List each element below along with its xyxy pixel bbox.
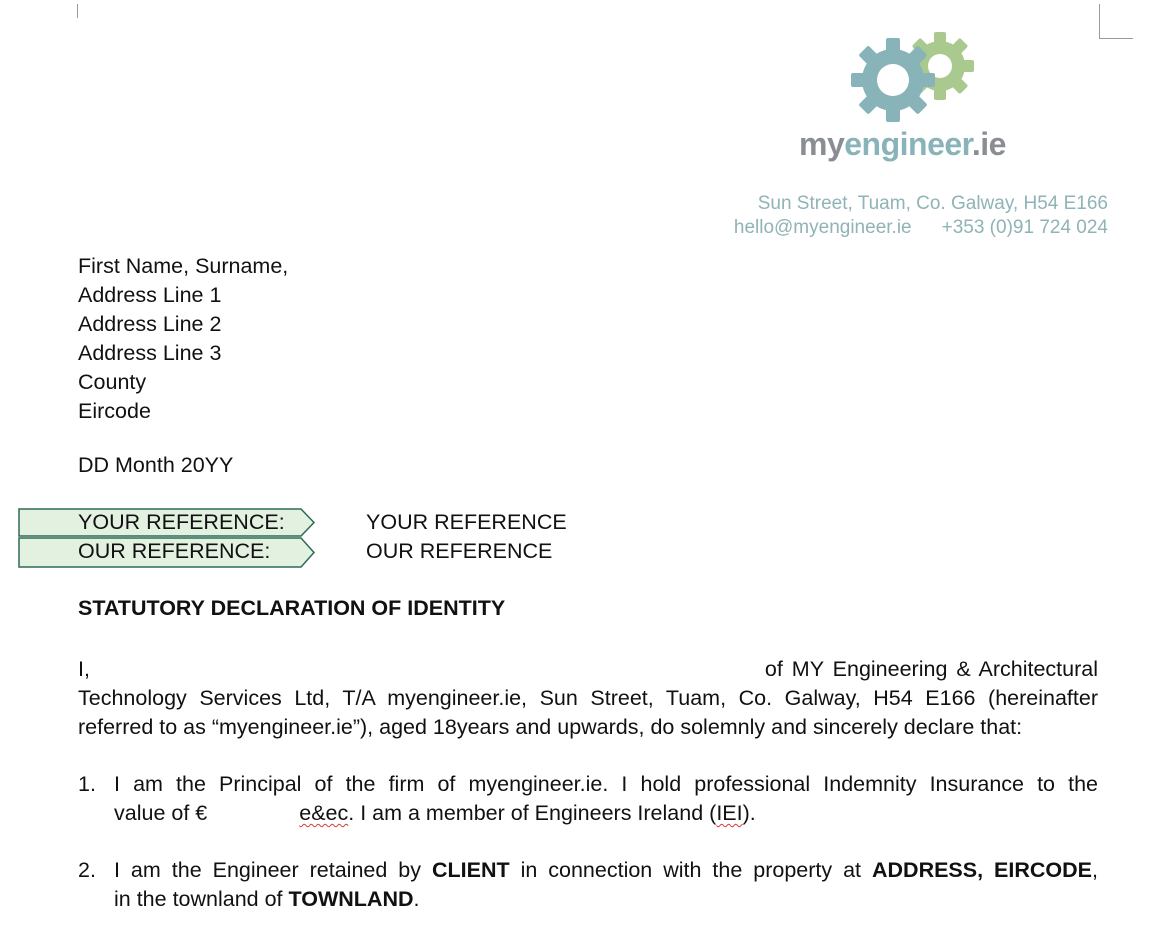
intro-after-blank: of MY Engineering & Architectural [764, 657, 1098, 681]
logo-wordmark: myengineer.ie [799, 126, 1006, 162]
crop-mark-right-horizontal [1099, 38, 1133, 39]
contact-block [734, 192, 1108, 240]
address-line-1: Address Line 1 [78, 283, 222, 307]
intro-line-3: referred to as “myengineer.ie”), aged 18years and upwards, do solemnly and sincerely declare that: [78, 715, 1023, 739]
your-reference-value: YOUR REFERENCE [366, 510, 567, 534]
item-number: 2. [78, 858, 96, 882]
declaration-intro [78, 655, 1098, 742]
spellcheck-word: e&ec [299, 801, 349, 825]
item-number: 1. [78, 772, 96, 796]
crop-mark-right [1099, 4, 1100, 39]
your-reference-label: YOUR REFERENCE: [78, 510, 285, 534]
list-item: 1. I am the Principal of the firm of myengineer.ie. I hold professional Indemnity Insurance to the value of € e&ec. I am a member of Engineers Ireland (IEI). [78, 772, 1098, 825]
company-logo [795, 26, 1035, 166]
spellcheck-word: IEI [716, 801, 743, 825]
address-line-3: Address Line 3 [78, 341, 222, 365]
company-address: Sun Street, Tuam, Co. Galway, H54 E166 [757, 193, 1108, 214]
address-eircode: Eircode [78, 399, 151, 423]
recipient-name: First Name, Surname, [78, 254, 289, 278]
address-county: County [78, 370, 147, 394]
our-reference-label: OUR REFERENCE: [78, 539, 271, 563]
item-2-line-1: I am the Engineer retained by CLIENT in connection with the property at ADDRESS, EIRCODE, [114, 858, 1098, 882]
address-line-2: Address Line 2 [78, 312, 222, 336]
crop-mark-left [77, 4, 78, 18]
company-phone: +353 (0)91 724 024 [941, 217, 1108, 238]
company-email[interactable]: hello@myengineer.ie [733, 217, 912, 238]
item-1-line-1: I am the Principal of the firm of myengineer.ie. I hold professional Indemnity Insurance to the [114, 772, 1098, 796]
list-item: 2. I am the Engineer retained by CLIENT in connection with the property at ADDRESS, EIRCODE, in the townland of TOWNLAND. [78, 858, 1098, 911]
intro-line-2: Technology Services Ltd, T/A myengineer.ie, Sun Street, Tuam, Co. Galway, H54 E166 (hereinafter [78, 686, 1098, 710]
recipient-address [78, 252, 288, 426]
letter-date: DD Month 20YY [78, 453, 234, 477]
document-heading: STATUTORY DECLARATION OF IDENTITY [78, 596, 506, 620]
our-reference-value: OUR REFERENCE [366, 539, 553, 563]
gears-icon [847, 28, 977, 124]
intro-start: I, [78, 657, 90, 681]
